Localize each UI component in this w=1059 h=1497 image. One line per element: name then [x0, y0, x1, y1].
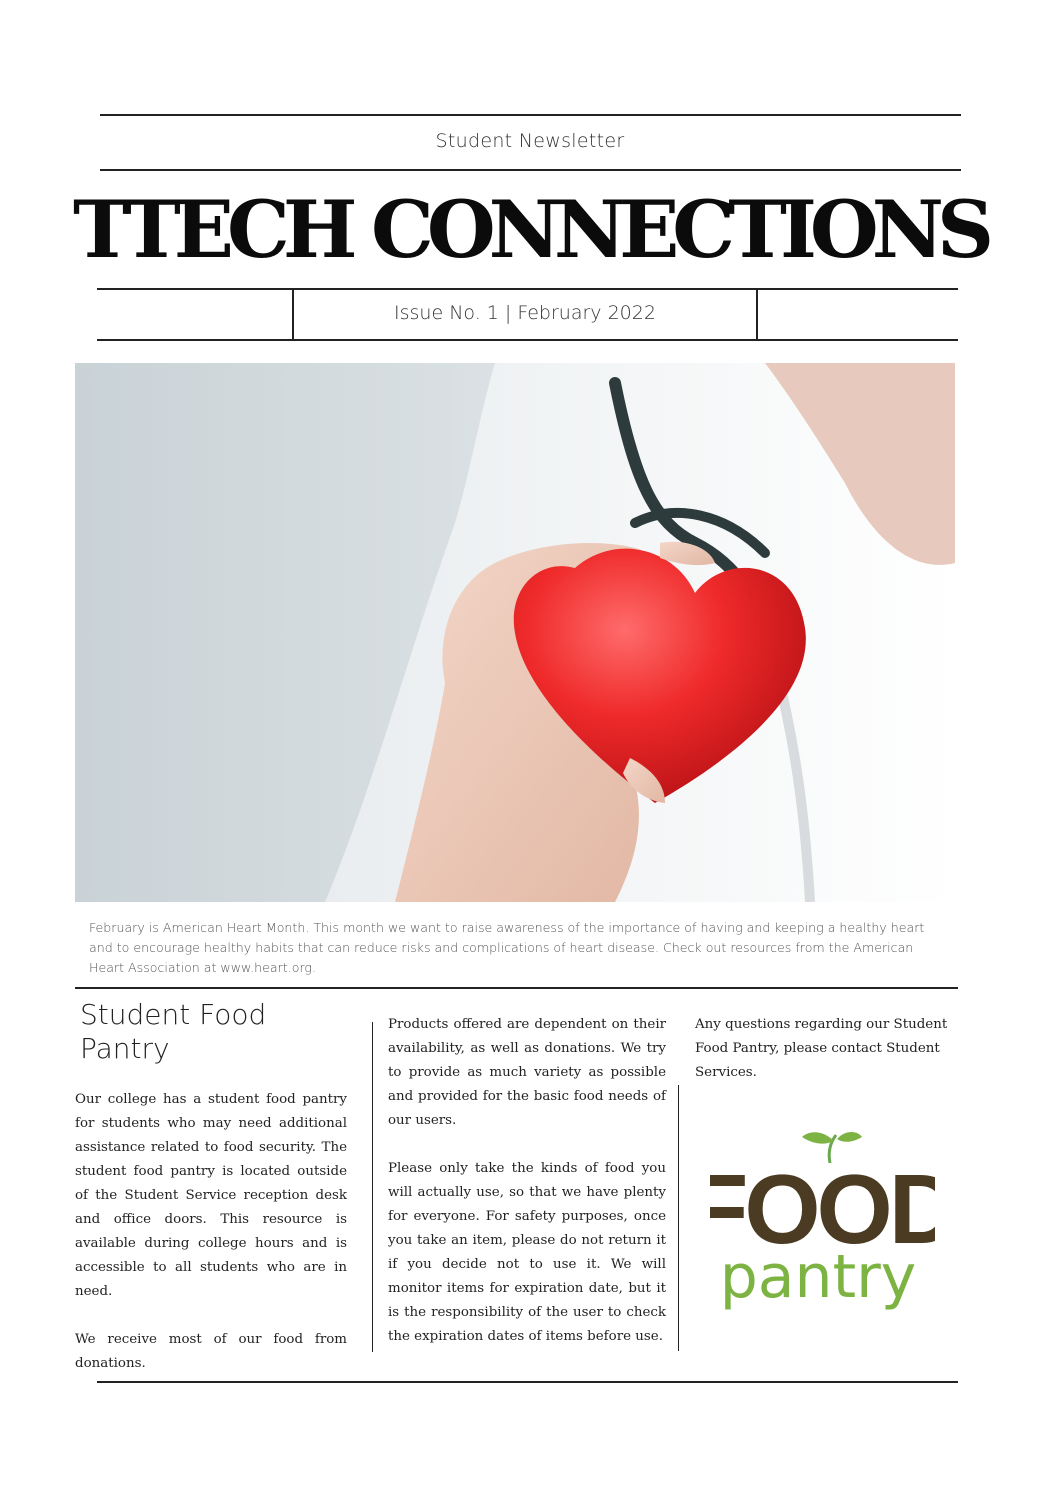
newsletter-kicker: Student Newsletter	[435, 130, 625, 152]
issue-top-rule	[97, 288, 958, 290]
col1-paragraph-1: Our college has a student food pantry for students who may need additional assistance related to food security. The student food pantry is located outside of the Student Service reception desk and office doors. This resource is available during college hours and is accessible to all students who are in need.	[75, 1092, 347, 1299]
col3-paragraph-1: Any questions regarding our Student Food Pantry, please contact Student Services.	[695, 1017, 948, 1080]
bottom-rule	[97, 1381, 958, 1383]
food-pantry-logo	[710, 1125, 935, 1330]
col2-paragraph-2: Please only take the kinds of food you will actually use, so that we have plenty for everyone. For safety purposes, once you take an item, please do not return it if you decide not to use it. We will monitor items for expiration date, but it is the responsibility of the user to check the expiration dates of items before use.	[388, 1161, 666, 1344]
hero-caption: February is American Heart Month. This month we want to raise awareness of the importance of having and keeping a healthy heart and to encourage healthy habits that can reduce risks and complications of heart disease. Check out resources from the American Heart Association at www.heart.org.	[89, 920, 925, 975]
article-column-1	[75, 1088, 347, 1400]
logo-word-food: FOOD	[710, 1154, 935, 1264]
masthead-title: TTECH CONNECTIONS	[72, 183, 988, 276]
issue-line: Issue No. 1 | February 2022	[394, 302, 656, 324]
kicker-rule	[100, 169, 961, 171]
logo-word-pantry: pantry	[719, 1242, 917, 1312]
article-title: Student Food Pantry	[80, 998, 267, 1065]
issue-right-divider	[756, 289, 758, 340]
heart-photo-illustration	[75, 363, 955, 902]
section-rule	[75, 987, 958, 989]
article-column-2	[388, 1013, 666, 1373]
column-divider-2	[678, 1085, 679, 1351]
col2-paragraph-1: Products offered are dependent on their availability, as well as donations. We try to provide as much variety as possible and provided for the basic food needs of our users.	[388, 1017, 666, 1128]
leaf-icon	[802, 1132, 834, 1143]
top-rule	[100, 114, 961, 116]
col1-paragraph-2: We receive most of our food from donations.	[75, 1332, 347, 1371]
column-divider-1	[372, 1022, 373, 1352]
issue-bottom-rule	[97, 339, 958, 341]
leaf-icon	[837, 1132, 862, 1142]
food-pantry-logo-graphic	[710, 1125, 935, 1330]
article-column-3	[695, 1013, 967, 1109]
hero-photo-heart	[75, 363, 955, 902]
